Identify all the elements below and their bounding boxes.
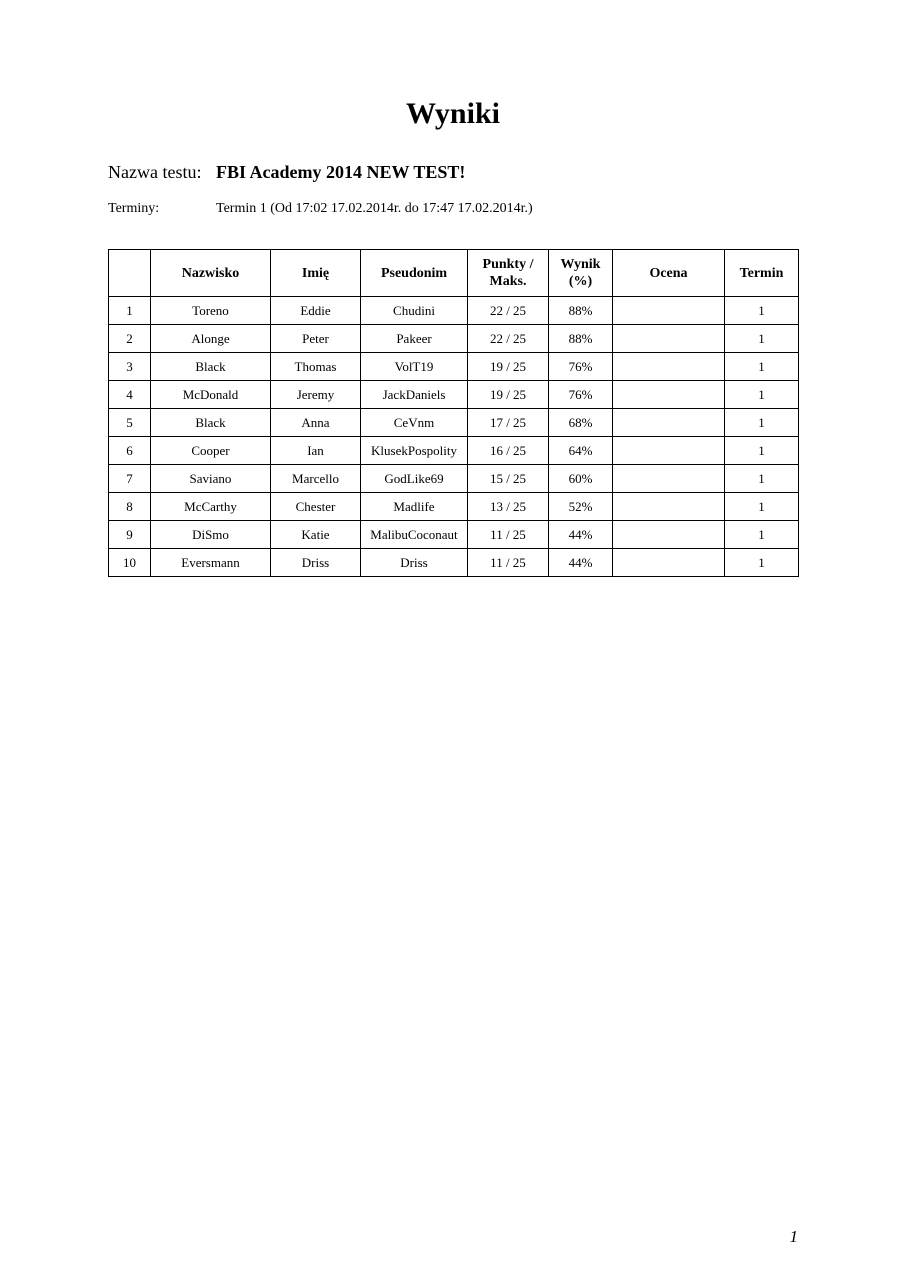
cell-points: 11 / 25: [468, 549, 549, 577]
header-grade: Ocena: [613, 250, 725, 297]
header-nick: Pseudonim: [361, 250, 468, 297]
cell-nick: VolT19: [361, 353, 468, 381]
cell-num: 10: [109, 549, 151, 577]
cell-surname: McCarthy: [151, 493, 271, 521]
cell-grade: [613, 521, 725, 549]
cell-points: 19 / 25: [468, 381, 549, 409]
cell-grade: [613, 465, 725, 493]
cell-grade: [613, 437, 725, 465]
test-name-label: Nazwa testu:: [108, 162, 202, 182]
cell-score: 64%: [549, 437, 613, 465]
cell-surname: Cooper: [151, 437, 271, 465]
cell-name: Anna: [271, 409, 361, 437]
cell-surname: Saviano: [151, 465, 271, 493]
cell-nick: CeVnm: [361, 409, 468, 437]
cell-score: 44%: [549, 521, 613, 549]
cell-points: 17 / 25: [468, 409, 549, 437]
cell-nick: GodLike69: [361, 465, 468, 493]
cell-term: 1: [725, 381, 799, 409]
cell-grade: [613, 409, 725, 437]
table-row: [109, 549, 799, 577]
cell-name: Jeremy: [271, 381, 361, 409]
cell-num: 5: [109, 409, 151, 437]
table-row: [109, 437, 799, 465]
cell-name: Marcello: [271, 465, 361, 493]
header-term: Termin: [725, 250, 799, 297]
cell-num: 7: [109, 465, 151, 493]
cell-term: 1: [725, 297, 799, 325]
table-row: [109, 297, 799, 325]
cell-surname: Alonge: [151, 325, 271, 353]
cell-term: 1: [725, 493, 799, 521]
cell-nick: Chudini: [361, 297, 468, 325]
header-name: Imię: [271, 250, 361, 297]
cell-num: 4: [109, 381, 151, 409]
cell-nick: JackDaniels: [361, 381, 468, 409]
page-title: Wyniki: [406, 97, 500, 130]
cell-nick: Driss: [361, 549, 468, 577]
cell-surname: Toreno: [151, 297, 271, 325]
header-score-line2: (%): [568, 274, 593, 289]
cell-name: Ian: [271, 437, 361, 465]
table-row: [109, 493, 799, 521]
cell-num: 1: [109, 297, 151, 325]
cell-points: 13 / 25: [468, 493, 549, 521]
cell-nick: Pakeer: [361, 325, 468, 353]
cell-surname: DiSmo: [151, 521, 271, 549]
cell-points: 16 / 25: [468, 437, 549, 465]
cell-name: Thomas: [271, 353, 361, 381]
cell-name: Driss: [271, 549, 361, 577]
cell-score: 88%: [549, 325, 613, 353]
cell-name: Eddie: [271, 297, 361, 325]
table-row: [109, 353, 799, 381]
terms-value: Termin 1 (Od 17:02 17.02.2014r. do 17:47 17.02.2014r.): [216, 201, 533, 216]
cell-grade: [613, 353, 725, 381]
cell-score: 76%: [549, 381, 613, 409]
test-name-value: FBI Academy 2014 NEW TEST!: [216, 162, 466, 182]
header-row: [109, 250, 799, 297]
header-num: [109, 250, 151, 297]
header-points-line2: Maks.: [489, 274, 527, 289]
test-name-row: [108, 162, 465, 183]
cell-num: 9: [109, 521, 151, 549]
cell-num: 8: [109, 493, 151, 521]
page-number: 1: [789, 1227, 798, 1246]
cell-points: 22 / 25: [468, 325, 549, 353]
cell-term: 1: [725, 465, 799, 493]
table-row: [109, 465, 799, 493]
terms-row: [108, 201, 533, 217]
header-score-line1: Wynik: [560, 257, 601, 272]
cell-surname: Black: [151, 409, 271, 437]
cell-term: 1: [725, 353, 799, 381]
header-surname: Nazwisko: [151, 250, 271, 297]
table-row: [109, 325, 799, 353]
cell-score: 60%: [549, 465, 613, 493]
table-row: [109, 521, 799, 549]
cell-score: 44%: [549, 549, 613, 577]
cell-score: 52%: [549, 493, 613, 521]
cell-name: Katie: [271, 521, 361, 549]
cell-term: 1: [725, 437, 799, 465]
cell-grade: [613, 325, 725, 353]
cell-nick: MalibuCoconaut: [361, 521, 468, 549]
cell-points: 15 / 25: [468, 465, 549, 493]
cell-surname: Black: [151, 353, 271, 381]
cell-term: 1: [725, 549, 799, 577]
cell-surname: Eversmann: [151, 549, 271, 577]
cell-nick: Madlife: [361, 493, 468, 521]
cell-name: Chester: [271, 493, 361, 521]
cell-score: 68%: [549, 409, 613, 437]
cell-grade: [613, 297, 725, 325]
header-points: [468, 250, 549, 297]
cell-name: Peter: [271, 325, 361, 353]
cell-grade: [613, 549, 725, 577]
cell-points: 22 / 25: [468, 297, 549, 325]
cell-score: 88%: [549, 297, 613, 325]
cell-term: 1: [725, 325, 799, 353]
terms-label: Terminy:: [108, 201, 160, 216]
header-points-line1: Punkty /: [482, 257, 534, 272]
cell-num: 2: [109, 325, 151, 353]
results-table: [108, 249, 799, 577]
cell-points: 19 / 25: [468, 353, 549, 381]
header-score: [549, 250, 613, 297]
cell-num: 3: [109, 353, 151, 381]
cell-nick: KlusekPospolity: [361, 437, 468, 465]
cell-num: 6: [109, 437, 151, 465]
cell-grade: [613, 493, 725, 521]
cell-term: 1: [725, 521, 799, 549]
table-row: [109, 381, 799, 409]
table-row: [109, 409, 799, 437]
cell-surname: McDonald: [151, 381, 271, 409]
cell-score: 76%: [549, 353, 613, 381]
cell-grade: [613, 381, 725, 409]
cell-points: 11 / 25: [468, 521, 549, 549]
cell-term: 1: [725, 409, 799, 437]
